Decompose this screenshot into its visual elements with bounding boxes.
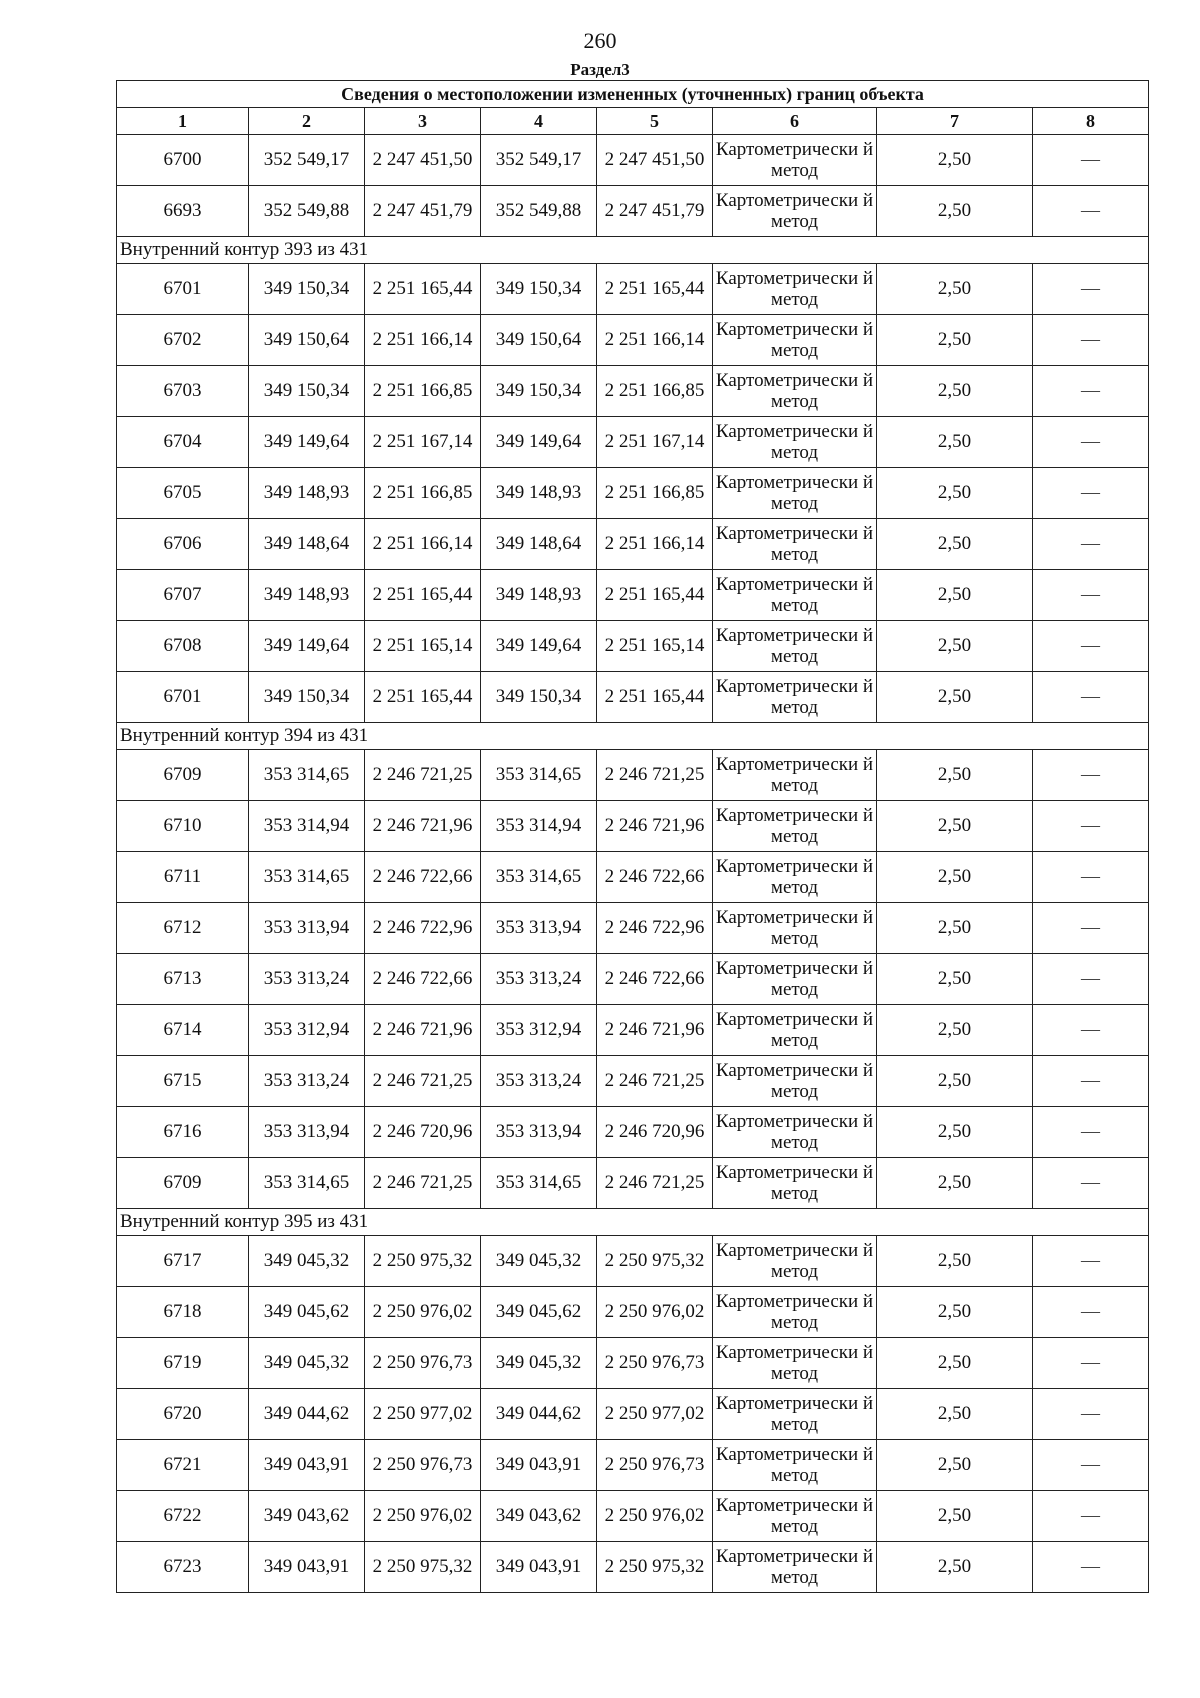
y-coordinate-new-cell: 2 250 976,02 — [597, 1287, 713, 1338]
method-cell: Картометрически й метод — [713, 1236, 877, 1287]
method-cell: Картометрически й метод — [713, 1389, 877, 1440]
description-cell: — — [1033, 1107, 1149, 1158]
y-coordinate-existing-cell: 2 251 166,85 — [365, 468, 481, 519]
y-coordinate-existing-cell: 2 251 167,14 — [365, 417, 481, 468]
point-number-cell: 6710 — [117, 801, 249, 852]
x-coordinate-existing-cell: 353 314,65 — [249, 750, 365, 801]
method-cell: Картометрически й метод — [713, 903, 877, 954]
x-coordinate-existing-cell: 349 150,34 — [249, 366, 365, 417]
point-number-cell: 6701 — [117, 672, 249, 723]
table-row — [117, 954, 1149, 1005]
x-coordinate-new-cell: 349 150,34 — [481, 366, 597, 417]
x-coordinate-new-cell: 353 313,94 — [481, 1107, 597, 1158]
method-cell: Картометрически й метод — [713, 264, 877, 315]
accuracy-cell: 2,50 — [877, 468, 1033, 519]
y-coordinate-existing-cell: 2 250 975,32 — [365, 1542, 481, 1593]
y-coordinate-new-cell: 2 246 722,66 — [597, 852, 713, 903]
accuracy-cell: 2,50 — [877, 1056, 1033, 1107]
table-row — [117, 417, 1149, 468]
accuracy-cell: 2,50 — [877, 1236, 1033, 1287]
point-number-cell: 6700 — [117, 135, 249, 186]
method-cell: Картометрически й метод — [713, 1056, 877, 1107]
point-number-cell: 6702 — [117, 315, 249, 366]
x-coordinate-new-cell: 353 314,65 — [481, 852, 597, 903]
point-number-cell: 6718 — [117, 1287, 249, 1338]
table-caption: Сведения о местоположении измененных (уточненных) границ объекта — [117, 81, 1149, 108]
x-coordinate-existing-cell: 349 150,64 — [249, 315, 365, 366]
y-coordinate-existing-cell: 2 250 975,32 — [365, 1236, 481, 1287]
y-coordinate-existing-cell: 2 246 721,25 — [365, 1056, 481, 1107]
column-number: 2 — [249, 108, 365, 135]
x-coordinate-existing-cell: 349 149,64 — [249, 621, 365, 672]
accuracy-cell: 2,50 — [877, 1338, 1033, 1389]
y-coordinate-existing-cell: 2 251 166,14 — [365, 315, 481, 366]
x-coordinate-new-cell: 352 549,88 — [481, 186, 597, 237]
table-row — [117, 570, 1149, 621]
x-coordinate-new-cell: 349 043,91 — [481, 1542, 597, 1593]
method-cell: Картометрически й метод — [713, 1158, 877, 1209]
method-cell: Картометрически й метод — [713, 417, 877, 468]
x-coordinate-new-cell: 349 148,93 — [481, 570, 597, 621]
point-number-cell: 6721 — [117, 1440, 249, 1491]
table-row — [117, 1236, 1149, 1287]
table-row — [117, 750, 1149, 801]
y-coordinate-existing-cell: 2 251 166,85 — [365, 366, 481, 417]
table-row — [117, 186, 1149, 237]
contour-header-row — [117, 1209, 1149, 1236]
description-cell: — — [1033, 954, 1149, 1005]
accuracy-cell: 2,50 — [877, 750, 1033, 801]
method-cell: Картометрически й метод — [713, 1107, 877, 1158]
accuracy-cell: 2,50 — [877, 186, 1033, 237]
accuracy-cell: 2,50 — [877, 1542, 1033, 1593]
description-cell: — — [1033, 1389, 1149, 1440]
y-coordinate-new-cell: 2 251 165,44 — [597, 672, 713, 723]
description-cell: — — [1033, 903, 1149, 954]
point-number-cell: 6707 — [117, 570, 249, 621]
y-coordinate-existing-cell: 2 247 451,79 — [365, 186, 481, 237]
method-cell: Картометрически й метод — [713, 186, 877, 237]
point-number-cell: 6717 — [117, 1236, 249, 1287]
y-coordinate-new-cell: 2 250 975,32 — [597, 1236, 713, 1287]
y-coordinate-existing-cell: 2 246 720,96 — [365, 1107, 481, 1158]
x-coordinate-new-cell: 352 549,17 — [481, 135, 597, 186]
y-coordinate-existing-cell: 2 246 721,96 — [365, 801, 481, 852]
description-cell: — — [1033, 417, 1149, 468]
method-cell: Картометрически й метод — [713, 1542, 877, 1593]
x-coordinate-new-cell: 349 148,64 — [481, 519, 597, 570]
contour-header-row — [117, 723, 1149, 750]
x-coordinate-new-cell: 349 045,32 — [481, 1236, 597, 1287]
x-coordinate-existing-cell: 349 148,93 — [249, 468, 365, 519]
y-coordinate-existing-cell: 2 247 451,50 — [365, 135, 481, 186]
accuracy-cell: 2,50 — [877, 801, 1033, 852]
x-coordinate-existing-cell: 349 045,62 — [249, 1287, 365, 1338]
accuracy-cell: 2,50 — [877, 1287, 1033, 1338]
y-coordinate-existing-cell: 2 246 722,66 — [365, 954, 481, 1005]
column-number: 6 — [713, 108, 877, 135]
point-number-cell: 6719 — [117, 1338, 249, 1389]
x-coordinate-existing-cell: 353 312,94 — [249, 1005, 365, 1056]
y-coordinate-new-cell: 2 246 722,66 — [597, 954, 713, 1005]
table-row — [117, 1287, 1149, 1338]
y-coordinate-new-cell: 2 250 976,73 — [597, 1440, 713, 1491]
y-coordinate-existing-cell: 2 246 722,96 — [365, 903, 481, 954]
accuracy-cell: 2,50 — [877, 672, 1033, 723]
description-cell: — — [1033, 315, 1149, 366]
x-coordinate-new-cell: 353 314,94 — [481, 801, 597, 852]
x-coordinate-existing-cell: 349 045,32 — [249, 1338, 365, 1389]
point-number-cell: 6711 — [117, 852, 249, 903]
column-numbers-row — [117, 108, 1149, 135]
x-coordinate-existing-cell: 353 313,24 — [249, 1056, 365, 1107]
y-coordinate-existing-cell: 2 246 721,96 — [365, 1005, 481, 1056]
y-coordinate-existing-cell: 2 246 721,25 — [365, 750, 481, 801]
x-coordinate-new-cell: 349 045,62 — [481, 1287, 597, 1338]
x-coordinate-new-cell: 353 313,24 — [481, 1056, 597, 1107]
x-coordinate-existing-cell: 353 313,94 — [249, 1107, 365, 1158]
description-cell: — — [1033, 1056, 1149, 1107]
description-cell: — — [1033, 1158, 1149, 1209]
accuracy-cell: 2,50 — [877, 1107, 1033, 1158]
y-coordinate-existing-cell: 2 246 721,25 — [365, 1158, 481, 1209]
contour-label: Внутренний контур 395 из 431 — [117, 1209, 1149, 1236]
point-number-cell: 6709 — [117, 1158, 249, 1209]
description-cell: — — [1033, 1005, 1149, 1056]
table-row — [117, 1491, 1149, 1542]
column-number: 8 — [1033, 108, 1149, 135]
column-number: 1 — [117, 108, 249, 135]
description-cell: — — [1033, 1236, 1149, 1287]
y-coordinate-existing-cell: 2 250 976,02 — [365, 1491, 481, 1542]
method-cell: Картометрически й метод — [713, 1338, 877, 1389]
y-coordinate-new-cell: 2 246 721,25 — [597, 1158, 713, 1209]
x-coordinate-existing-cell: 353 314,65 — [249, 852, 365, 903]
x-coordinate-existing-cell: 349 043,62 — [249, 1491, 365, 1542]
x-coordinate-new-cell: 353 314,65 — [481, 750, 597, 801]
description-cell: — — [1033, 1338, 1149, 1389]
table-row — [117, 1107, 1149, 1158]
y-coordinate-new-cell: 2 251 167,14 — [597, 417, 713, 468]
method-cell: Картометрически й метод — [713, 750, 877, 801]
contour-label: Внутренний контур 393 из 431 — [117, 237, 1149, 264]
method-cell: Картометрически й метод — [713, 672, 877, 723]
table-row — [117, 366, 1149, 417]
x-coordinate-new-cell: 349 044,62 — [481, 1389, 597, 1440]
table-row — [117, 1338, 1149, 1389]
description-cell: — — [1033, 519, 1149, 570]
accuracy-cell: 2,50 — [877, 1491, 1033, 1542]
x-coordinate-existing-cell: 349 043,91 — [249, 1542, 365, 1593]
contour-label: Внутренний контур 394 из 431 — [117, 723, 1149, 750]
y-coordinate-new-cell: 2 247 451,50 — [597, 135, 713, 186]
y-coordinate-existing-cell: 2 250 976,73 — [365, 1440, 481, 1491]
table-row — [117, 801, 1149, 852]
x-coordinate-new-cell: 349 150,34 — [481, 264, 597, 315]
method-cell: Картометрически й метод — [713, 366, 877, 417]
table-row — [117, 852, 1149, 903]
description-cell: — — [1033, 1542, 1149, 1593]
y-coordinate-new-cell: 2 250 975,32 — [597, 1542, 713, 1593]
table-row — [117, 1158, 1149, 1209]
accuracy-cell: 2,50 — [877, 1005, 1033, 1056]
table-row — [117, 264, 1149, 315]
table-row — [117, 672, 1149, 723]
x-coordinate-existing-cell: 353 313,24 — [249, 954, 365, 1005]
table-row — [117, 1056, 1149, 1107]
x-coordinate-new-cell: 353 314,65 — [481, 1158, 597, 1209]
y-coordinate-new-cell: 2 250 977,02 — [597, 1389, 713, 1440]
table-row — [117, 621, 1149, 672]
column-number: 5 — [597, 108, 713, 135]
table-row — [117, 903, 1149, 954]
accuracy-cell: 2,50 — [877, 417, 1033, 468]
method-cell: Картометрически й метод — [713, 570, 877, 621]
y-coordinate-existing-cell: 2 250 977,02 — [365, 1389, 481, 1440]
table-row — [117, 1542, 1149, 1593]
point-number-cell: 6704 — [117, 417, 249, 468]
y-coordinate-new-cell: 2 246 721,25 — [597, 1056, 713, 1107]
y-coordinate-new-cell: 2 246 721,25 — [597, 750, 713, 801]
table-row — [117, 1005, 1149, 1056]
accuracy-cell: 2,50 — [877, 135, 1033, 186]
x-coordinate-new-cell: 353 313,94 — [481, 903, 597, 954]
point-number-cell: 6723 — [117, 1542, 249, 1593]
table-row — [117, 135, 1149, 186]
table-row — [117, 519, 1149, 570]
method-cell: Картометрически й метод — [713, 621, 877, 672]
x-coordinate-new-cell: 353 313,24 — [481, 954, 597, 1005]
contour-header-row — [117, 237, 1149, 264]
x-coordinate-existing-cell: 349 148,64 — [249, 519, 365, 570]
description-cell: — — [1033, 1440, 1149, 1491]
x-coordinate-new-cell: 349 150,64 — [481, 315, 597, 366]
point-number-cell: 6705 — [117, 468, 249, 519]
point-number-cell: 6708 — [117, 621, 249, 672]
x-coordinate-new-cell: 349 045,32 — [481, 1338, 597, 1389]
x-coordinate-existing-cell: 349 045,32 — [249, 1236, 365, 1287]
table-row — [117, 1389, 1149, 1440]
y-coordinate-new-cell: 2 247 451,79 — [597, 186, 713, 237]
point-number-cell: 6722 — [117, 1491, 249, 1542]
x-coordinate-existing-cell: 349 150,34 — [249, 264, 365, 315]
column-number: 3 — [365, 108, 481, 135]
y-coordinate-new-cell: 2 246 721,96 — [597, 1005, 713, 1056]
table-row — [117, 468, 1149, 519]
x-coordinate-existing-cell: 349 150,34 — [249, 672, 365, 723]
method-cell: Картометрически й метод — [713, 954, 877, 1005]
accuracy-cell: 2,50 — [877, 264, 1033, 315]
accuracy-cell: 2,50 — [877, 954, 1033, 1005]
y-coordinate-new-cell: 2 251 166,85 — [597, 366, 713, 417]
accuracy-cell: 2,50 — [877, 852, 1033, 903]
x-coordinate-existing-cell: 353 314,65 — [249, 1158, 365, 1209]
section-title: Раздел3 — [570, 60, 630, 79]
method-cell: Картометрически й метод — [713, 135, 877, 186]
table-row — [117, 1440, 1149, 1491]
x-coordinate-existing-cell: 353 313,94 — [249, 903, 365, 954]
description-cell: — — [1033, 852, 1149, 903]
accuracy-cell: 2,50 — [877, 570, 1033, 621]
point-number-cell: 6712 — [117, 903, 249, 954]
point-number-cell: 6706 — [117, 519, 249, 570]
point-number-cell: 6693 — [117, 186, 249, 237]
description-cell: — — [1033, 672, 1149, 723]
y-coordinate-existing-cell: 2 250 976,02 — [365, 1287, 481, 1338]
method-cell: Картометрически й метод — [713, 519, 877, 570]
y-coordinate-existing-cell: 2 251 166,14 — [365, 519, 481, 570]
x-coordinate-new-cell: 349 148,93 — [481, 468, 597, 519]
x-coordinate-new-cell: 353 312,94 — [481, 1005, 597, 1056]
x-coordinate-existing-cell: 353 314,94 — [249, 801, 365, 852]
point-number-cell: 6715 — [117, 1056, 249, 1107]
y-coordinate-new-cell: 2 251 166,14 — [597, 519, 713, 570]
x-coordinate-existing-cell: 349 148,93 — [249, 570, 365, 621]
column-number: 7 — [877, 108, 1033, 135]
accuracy-cell: 2,50 — [877, 621, 1033, 672]
accuracy-cell: 2,50 — [877, 1389, 1033, 1440]
y-coordinate-new-cell: 2 251 166,85 — [597, 468, 713, 519]
method-cell: Картометрически й метод — [713, 1287, 877, 1338]
method-cell: Картометрически й метод — [713, 801, 877, 852]
point-number-cell: 6720 — [117, 1389, 249, 1440]
point-number-cell: 6713 — [117, 954, 249, 1005]
y-coordinate-existing-cell: 2 251 165,44 — [365, 672, 481, 723]
x-coordinate-existing-cell: 349 149,64 — [249, 417, 365, 468]
table-row — [117, 315, 1149, 366]
column-number: 4 — [481, 108, 597, 135]
y-coordinate-existing-cell: 2 251 165,44 — [365, 570, 481, 621]
accuracy-cell: 2,50 — [877, 1158, 1033, 1209]
description-cell: — — [1033, 366, 1149, 417]
y-coordinate-new-cell: 2 251 166,14 — [597, 315, 713, 366]
y-coordinate-new-cell: 2 246 722,96 — [597, 903, 713, 954]
y-coordinate-new-cell: 2 250 976,73 — [597, 1338, 713, 1389]
description-cell: — — [1033, 264, 1149, 315]
description-cell: — — [1033, 570, 1149, 621]
x-coordinate-new-cell: 349 150,34 — [481, 672, 597, 723]
boundary-table — [116, 80, 1149, 1593]
description-cell: — — [1033, 186, 1149, 237]
y-coordinate-new-cell: 2 246 721,96 — [597, 801, 713, 852]
point-number-cell: 6709 — [117, 750, 249, 801]
y-coordinate-new-cell: 2 251 165,44 — [597, 570, 713, 621]
x-coordinate-existing-cell: 352 549,17 — [249, 135, 365, 186]
accuracy-cell: 2,50 — [877, 366, 1033, 417]
page-number: 260 — [583, 28, 617, 53]
y-coordinate-existing-cell: 2 251 165,44 — [365, 264, 481, 315]
description-cell: — — [1033, 1287, 1149, 1338]
y-coordinate-existing-cell: 2 251 165,14 — [365, 621, 481, 672]
x-coordinate-new-cell: 349 043,91 — [481, 1440, 597, 1491]
y-coordinate-new-cell: 2 251 165,14 — [597, 621, 713, 672]
x-coordinate-new-cell: 349 043,62 — [481, 1491, 597, 1542]
x-coordinate-new-cell: 349 149,64 — [481, 621, 597, 672]
x-coordinate-existing-cell: 352 549,88 — [249, 186, 365, 237]
y-coordinate-new-cell: 2 251 165,44 — [597, 264, 713, 315]
method-cell: Картометрически й метод — [713, 852, 877, 903]
y-coordinate-new-cell: 2 250 976,02 — [597, 1491, 713, 1542]
x-coordinate-existing-cell: 349 043,91 — [249, 1440, 365, 1491]
accuracy-cell: 2,50 — [877, 315, 1033, 366]
method-cell: Картометрически й метод — [713, 468, 877, 519]
method-cell: Картометрически й метод — [713, 1440, 877, 1491]
description-cell: — — [1033, 468, 1149, 519]
table-body — [117, 81, 1149, 1593]
table-caption-row — [117, 81, 1149, 108]
description-cell: — — [1033, 1491, 1149, 1542]
description-cell: — — [1033, 750, 1149, 801]
x-coordinate-new-cell: 349 149,64 — [481, 417, 597, 468]
method-cell: Картометрически й метод — [713, 1005, 877, 1056]
description-cell: — — [1033, 801, 1149, 852]
description-cell: — — [1033, 621, 1149, 672]
description-cell: — — [1033, 135, 1149, 186]
point-number-cell: 6701 — [117, 264, 249, 315]
point-number-cell: 6714 — [117, 1005, 249, 1056]
x-coordinate-existing-cell: 349 044,62 — [249, 1389, 365, 1440]
y-coordinate-existing-cell: 2 250 976,73 — [365, 1338, 481, 1389]
point-number-cell: 6703 — [117, 366, 249, 417]
method-cell: Картометрически й метод — [713, 1491, 877, 1542]
y-coordinate-new-cell: 2 246 720,96 — [597, 1107, 713, 1158]
method-cell: Картометрически й метод — [713, 315, 877, 366]
accuracy-cell: 2,50 — [877, 903, 1033, 954]
accuracy-cell: 2,50 — [877, 519, 1033, 570]
y-coordinate-existing-cell: 2 246 722,66 — [365, 852, 481, 903]
accuracy-cell: 2,50 — [877, 1440, 1033, 1491]
point-number-cell: 6716 — [117, 1107, 249, 1158]
